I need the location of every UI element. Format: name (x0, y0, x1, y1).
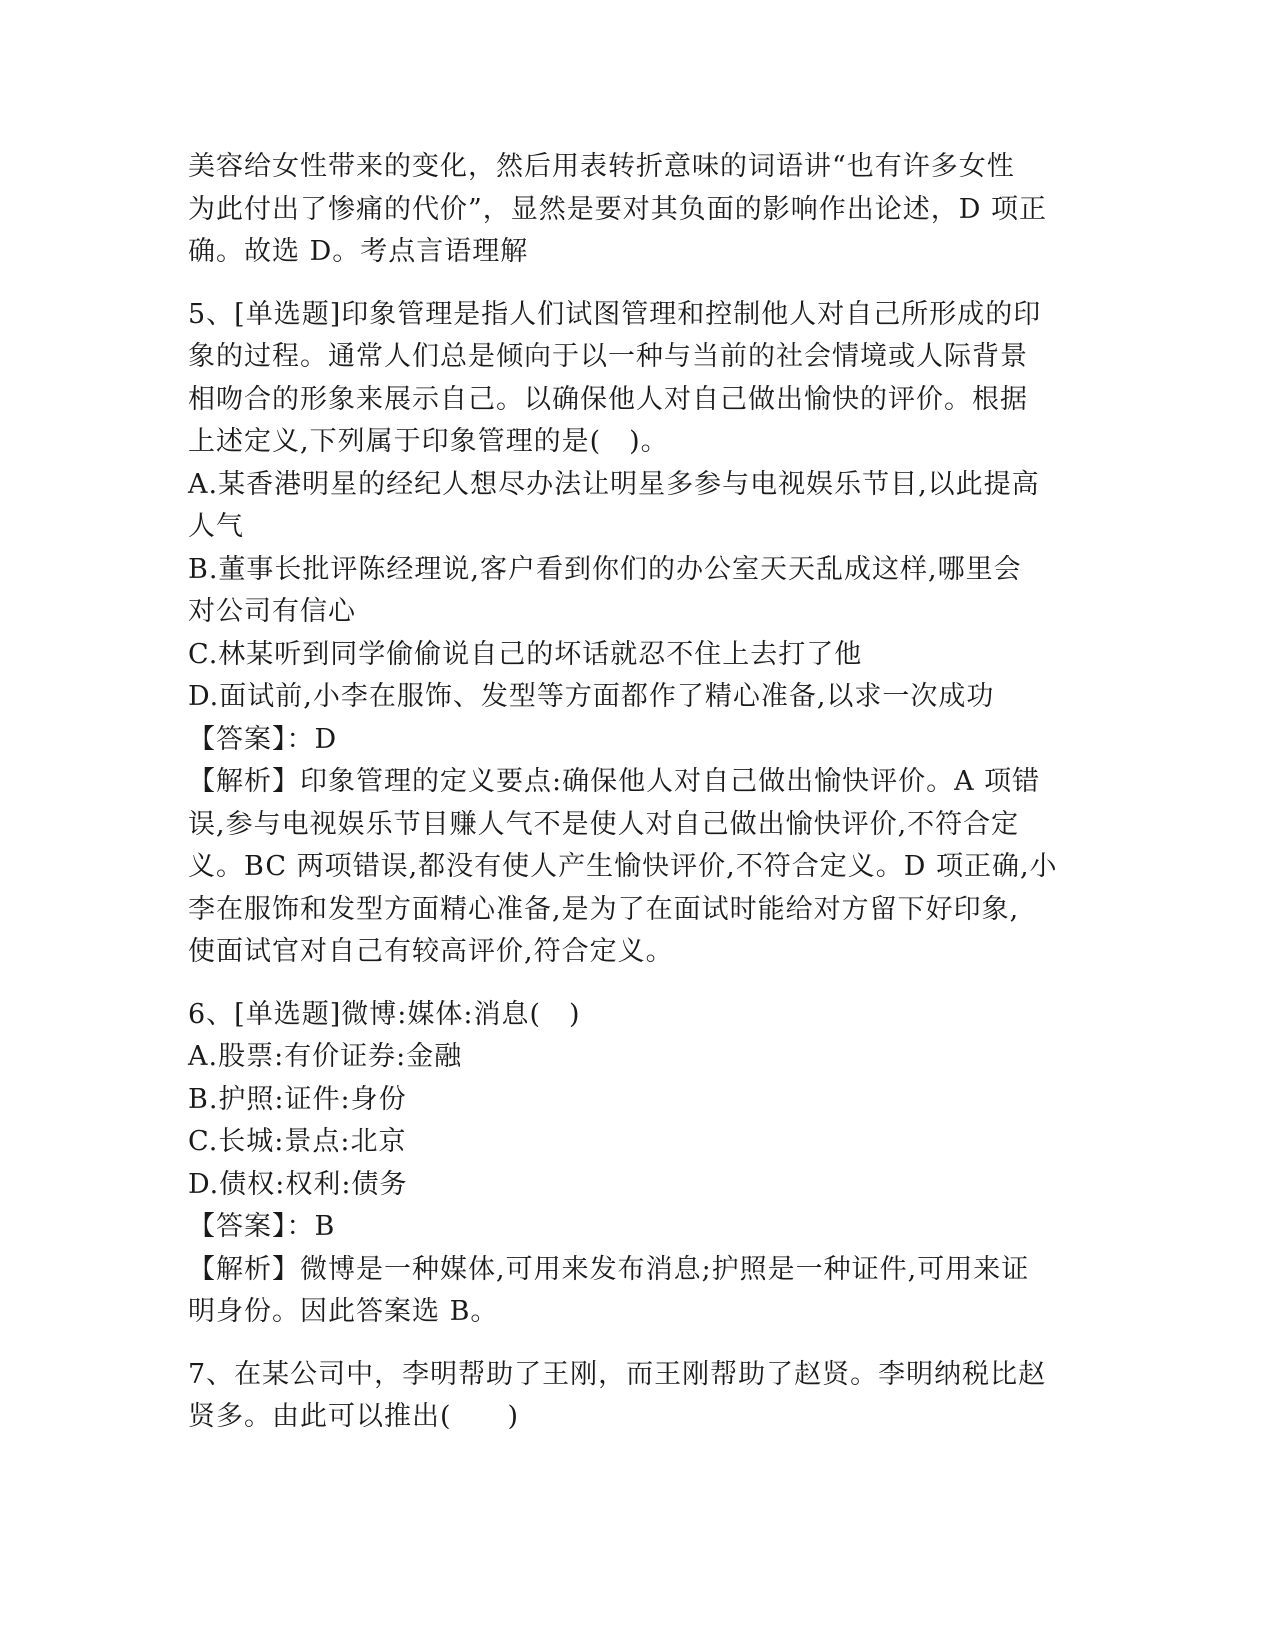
question-stem-line: 象的过程。通常人们总是倾向于以一种与当前的社会情境或人际背景 (188, 341, 1028, 372)
analysis-line: 【解析】微博是一种媒体,可用来发布消息;护照是一种证件,可用来证 (188, 1253, 1030, 1285)
option-b: B.董事长批评陈经理说,客户看到你们的办公室天天乱成这样,哪里会 (188, 553, 1022, 585)
analysis-line: 李在服饰和发型方面精心准备,是为了在面试时能给对方留下好印象, (188, 893, 1020, 925)
option-a-continued: 人气 (188, 511, 244, 542)
question-stem-line: 7、在某公司中，李明帮助了王刚，而王刚帮助了赵贤。李明纳税比赵 (188, 1358, 1047, 1390)
option-a: A.某香港明星的经纪人想尽办法让明星多参与电视娱乐节目,以此提高 (188, 468, 1040, 500)
option-c: C.林某听到同学偷偷说自己的坏话就忍不住上去打了他 (188, 638, 863, 670)
analysis-line: 误,参与电视娱乐节目赚人气不是使人对自己做出愉快评价,不符合定 (188, 808, 1020, 840)
option-d: D.面试前,小李在服饰、发型等方面都作了精心准备,以求一次成功 (188, 681, 995, 712)
paragraph-gap (188, 974, 1088, 994)
analysis-line: 义。BC 两项错误,都没有使人产生愉快评价,不符合定义。D 项正确,小 (188, 851, 1058, 882)
option-b: B.护照:证件:身份 (188, 1083, 407, 1115)
option-a: A.股票:有价证券:金融 (188, 1041, 463, 1072)
analysis-line: 明身份。因此答案选 B。 (188, 1296, 499, 1327)
text-line: 确。故选 D。考点言语理解 (188, 236, 529, 267)
document-content (188, 146, 1088, 1439)
paragraph-gap (188, 274, 1088, 294)
question-6 (188, 994, 1088, 1334)
continuation-paragraph (188, 146, 1088, 274)
question-5 (188, 294, 1088, 974)
analysis-line: 【解析】印象管理的定义要点:确保他人对自己做出愉快评价。A 项错 (188, 766, 1041, 797)
question-7 (188, 1354, 1088, 1439)
question-stem-line: 6、[单选题]微博:媒体:消息( ) (188, 998, 581, 1030)
text-line: 为此付出了惨痛的代价”，显然是要对其负面的影响作出论述，D 项正 (188, 193, 1048, 225)
question-stem-line: 相吻合的形象来展示自己。以确保他人对自己做出愉快的评价。根据 (188, 383, 1028, 415)
answer-line: 【答案】：B (188, 1211, 336, 1242)
option-d: D.债权:权利:债务 (188, 1168, 408, 1200)
text-line: 美容给女性带来的变化，然后用表转折意味的词语讲“也有许多女性 (188, 151, 1015, 182)
analysis-line: 使面试官对自己有较高评价,符合定义。 (188, 936, 674, 967)
option-b-continued: 对公司有信心 (188, 596, 356, 627)
answer-line: 【答案】：D (188, 723, 338, 755)
question-stem-line: 贤多。由此可以推出( ) (188, 1401, 520, 1432)
option-c: C.长城:景点:北京 (188, 1126, 407, 1157)
paragraph-gap (188, 1334, 1088, 1354)
question-stem-line: 5、[单选题]印象管理是指人们试图管理和控制他人对自己所形成的印 (188, 298, 1042, 330)
question-stem-line: 上述定义,下列属于印象管理的是( )。 (188, 426, 669, 457)
